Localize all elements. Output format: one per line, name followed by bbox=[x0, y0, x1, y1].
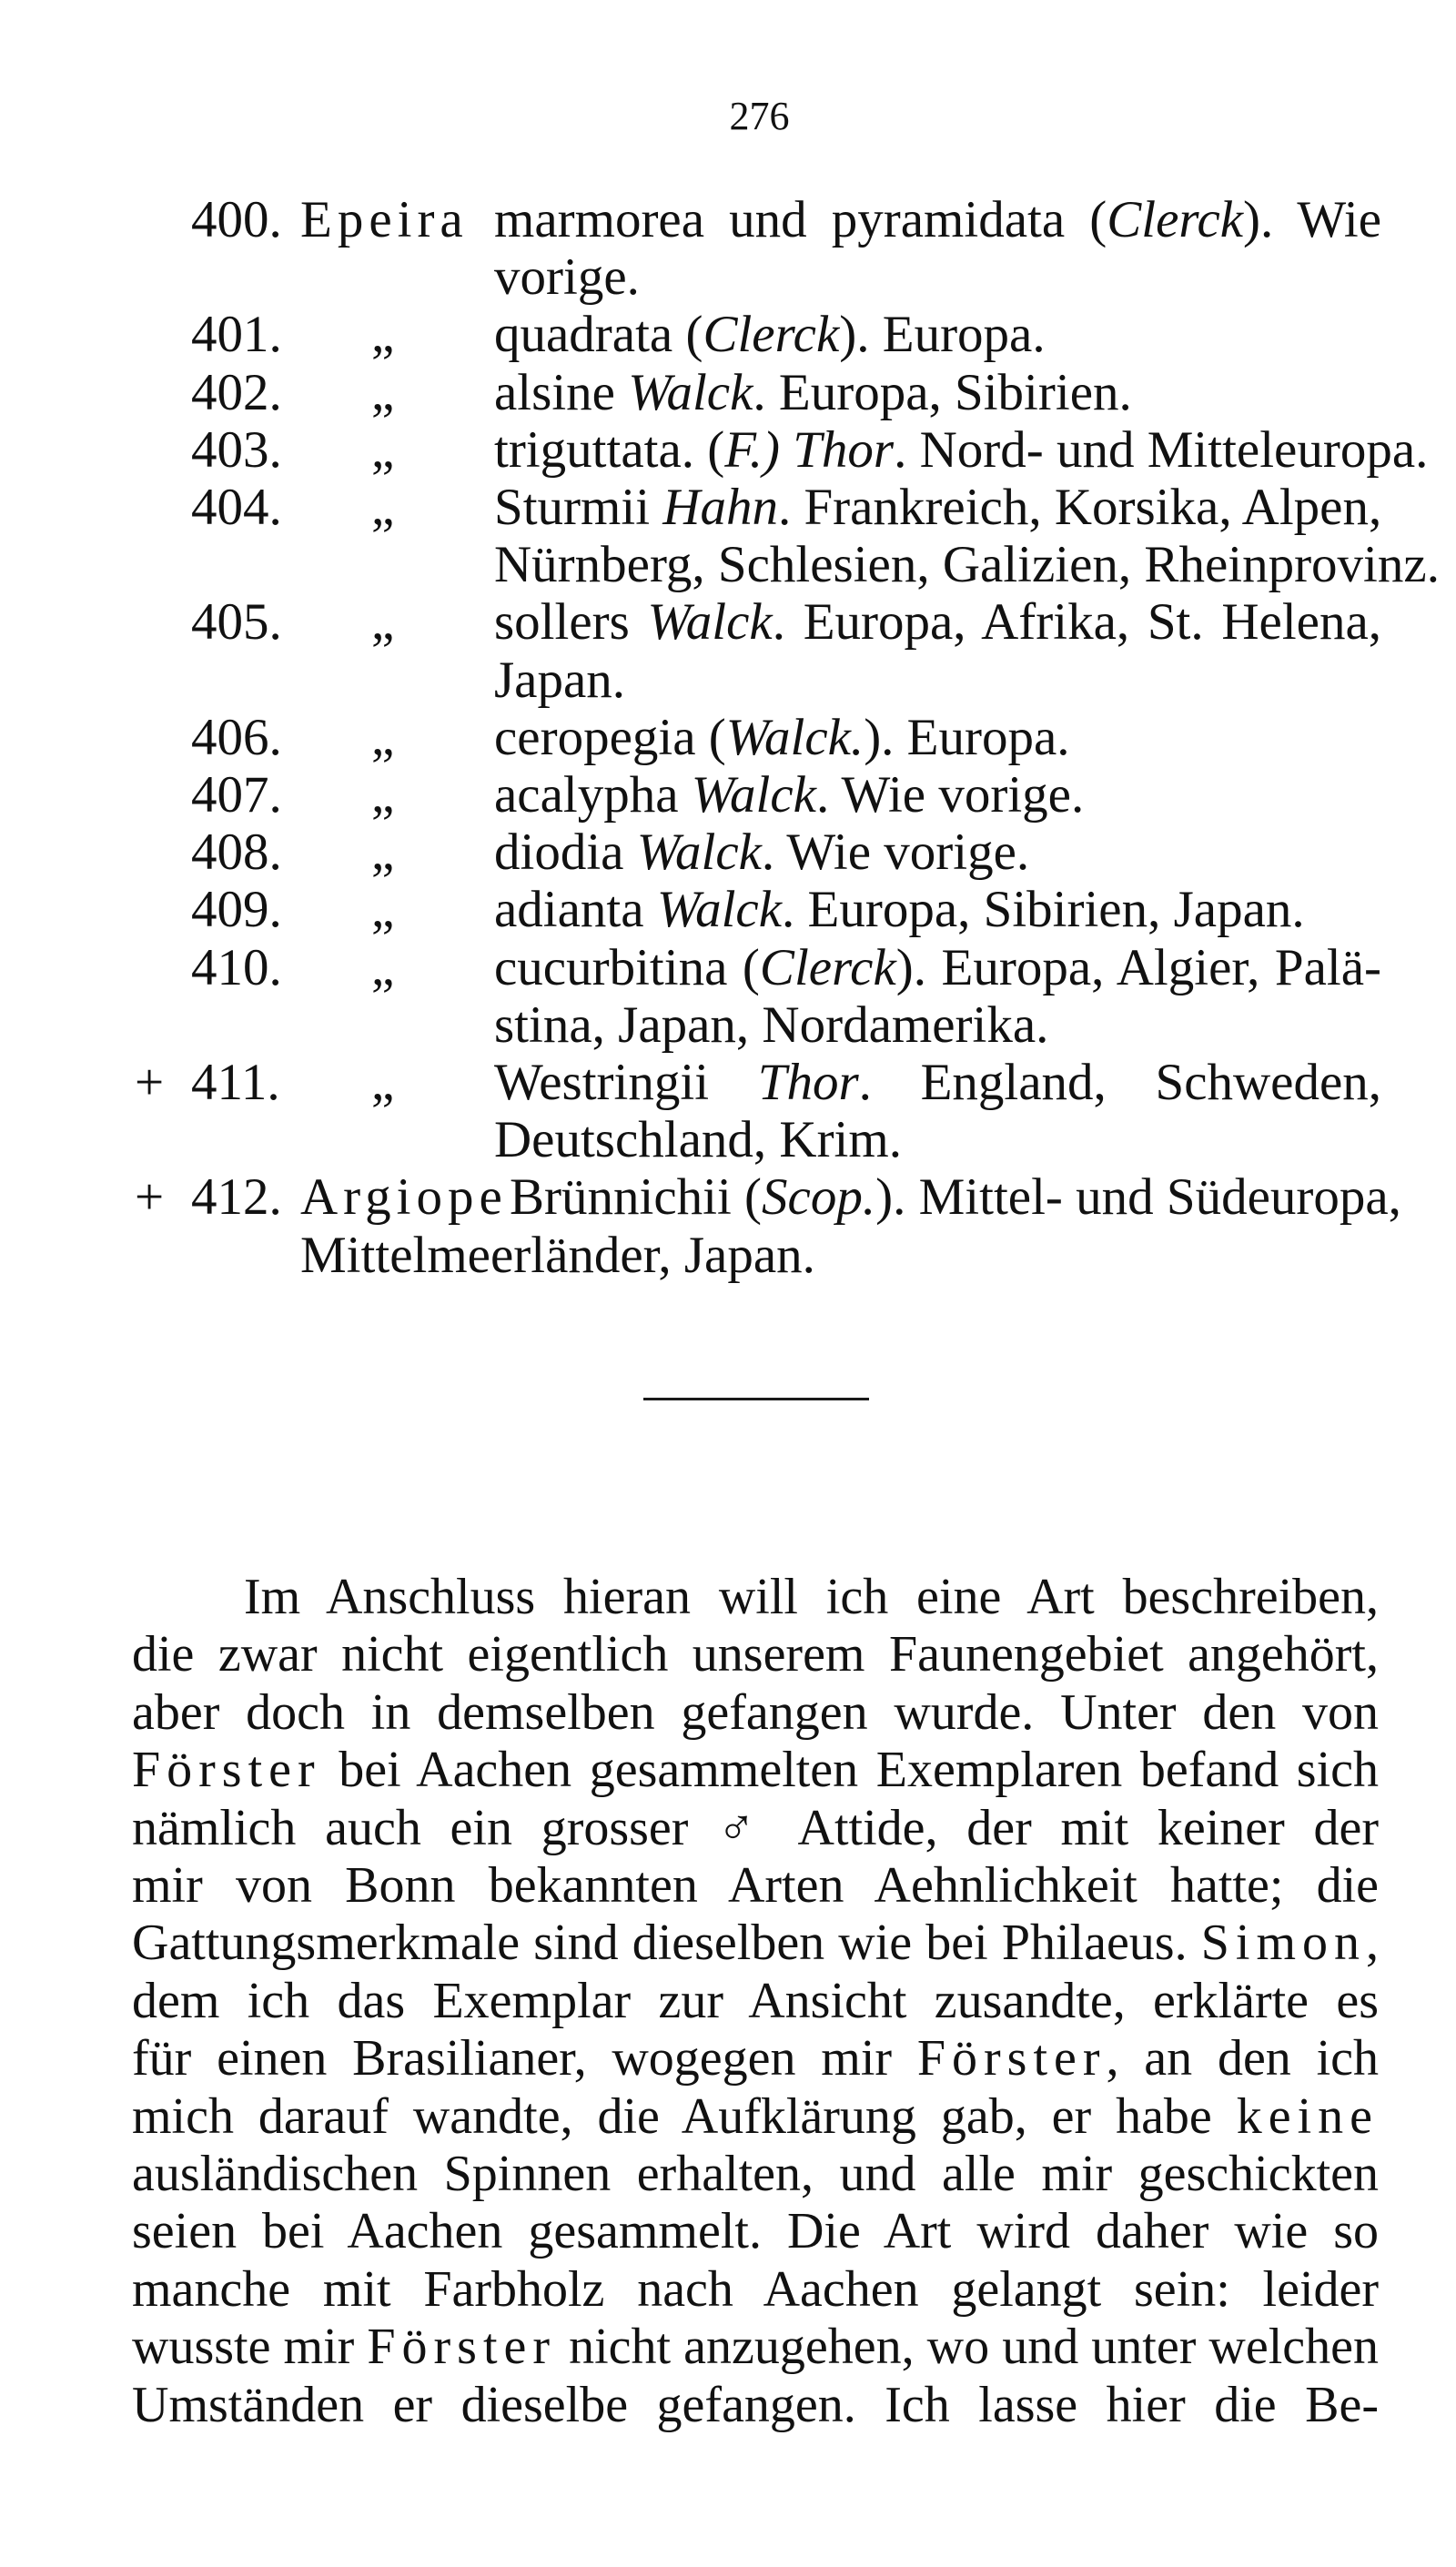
list-line bbox=[0, 593, 1456, 651]
species-number: 404. bbox=[191, 479, 282, 536]
author: Clerck bbox=[759, 938, 896, 996]
species-name: Westringii bbox=[494, 1054, 758, 1111]
species-description bbox=[494, 939, 1381, 996]
ditto-mark: „ bbox=[371, 1054, 395, 1111]
distribution-continued: vorige. bbox=[494, 248, 640, 307]
ditto-mark: „ bbox=[371, 708, 395, 766]
ditto-mark: „ bbox=[371, 420, 395, 479]
distribution: ). Mittel- und Südeuropa, bbox=[875, 1168, 1401, 1227]
ditto-mark: „ bbox=[371, 479, 395, 536]
list-line bbox=[0, 479, 1456, 536]
species-description bbox=[494, 191, 1381, 248]
species-number: 405. bbox=[191, 593, 282, 652]
species-description bbox=[494, 593, 1381, 651]
list-line bbox=[0, 996, 1456, 1054]
author: Thor bbox=[757, 1054, 859, 1111]
paragraph-line: die zwar nicht eigentlich unserem Faunengebiet angehört, bbox=[132, 1626, 1379, 1683]
list-line bbox=[0, 421, 1456, 479]
paragraph-line bbox=[132, 1742, 1379, 1799]
species-name: quadrata ( bbox=[494, 306, 703, 364]
text-segment: bei Aachen gesammelten Exemplaren befand sich bbox=[320, 1742, 1379, 1799]
species-name: diodia bbox=[494, 824, 637, 882]
list-line bbox=[0, 709, 1456, 766]
list-line bbox=[0, 824, 1456, 881]
list-line bbox=[0, 248, 1456, 306]
list-line bbox=[0, 536, 1456, 593]
species-name: adianta bbox=[494, 881, 657, 939]
species-description bbox=[494, 1054, 1381, 1111]
spaced-name: Förster bbox=[367, 2319, 557, 2376]
distribution: . England, Schweden, bbox=[858, 1054, 1382, 1111]
distribution: . Europa, Sibirien, Japan. bbox=[782, 881, 1305, 939]
paragraph-line: dem ich das Exemplar zur Ansicht zusandte, erklärte es bbox=[132, 1972, 1379, 2029]
genus-name: Argiope bbox=[300, 1168, 508, 1227]
spaced-name: Förster bbox=[132, 1742, 321, 1799]
ditto-mark: „ bbox=[371, 306, 395, 364]
author: Walck bbox=[647, 593, 773, 652]
species-name: triguttata. ( bbox=[494, 420, 725, 479]
species-number: 412. bbox=[191, 1168, 282, 1227]
ditto-mark: „ bbox=[371, 766, 395, 824]
species-name: alsine bbox=[494, 363, 629, 421]
species-name: Sturmii bbox=[494, 479, 663, 536]
distribution: . Wie vorige. bbox=[761, 824, 1030, 882]
author: Walck bbox=[628, 363, 753, 421]
species-description bbox=[494, 824, 1381, 881]
paragraph-line: Im Anschluss hieran will ich eine Art beschreiben, bbox=[244, 1569, 1379, 1625]
text-segment: Gattungsmerkmale sind dieselben wie bei Philaeus. bbox=[132, 1915, 1201, 1972]
author: Hahn bbox=[662, 479, 778, 536]
genus-name: Epeira bbox=[300, 191, 469, 248]
text-segment: wusste mir bbox=[132, 2319, 368, 2376]
author: Scop. bbox=[762, 1168, 876, 1227]
distribution: ). Europa, Algier, Palä- bbox=[895, 938, 1382, 996]
new-species-marker: + bbox=[135, 1168, 165, 1227]
text-segment: Attide, der mit keiner der bbox=[771, 1799, 1380, 1856]
paragraph-line bbox=[132, 2319, 1379, 2376]
distribution: . Wie vorige. bbox=[815, 766, 1085, 824]
list-line bbox=[0, 1054, 1456, 1111]
author: Walck bbox=[691, 766, 816, 824]
distribution: . Europa, Sibirien. bbox=[753, 363, 1132, 421]
distribution: ). Europa. bbox=[839, 306, 1046, 364]
paragraph-line: ausländischen Spinnen erhalten, und alle mir geschickten bbox=[132, 2146, 1379, 2202]
text-segment: nicht anzugehen, wo und unter welchen bbox=[556, 2319, 1379, 2376]
page-number: 276 bbox=[729, 94, 790, 138]
paragraph-line: Umständen er dieselbe gefangen. Ich lasse hier die Be- bbox=[132, 2376, 1379, 2433]
species-description bbox=[494, 306, 1381, 363]
species-name: acalypha bbox=[494, 766, 692, 824]
list-line bbox=[0, 306, 1456, 363]
author: F.) Thor bbox=[724, 420, 895, 479]
list-line bbox=[0, 766, 1456, 824]
species-description bbox=[494, 709, 1381, 766]
species-number: 407. bbox=[191, 766, 282, 824]
species-description bbox=[494, 479, 1381, 536]
text-segment: für einen Brasilianer, wogegen mir bbox=[132, 2030, 917, 2087]
ditto-mark: „ bbox=[371, 363, 395, 421]
paragraph-line: manche mit Farbholz nach Aachen gelangt sein: leider bbox=[132, 2260, 1379, 2318]
distribution: . Nord- und Mitteleuropa. bbox=[894, 420, 1429, 479]
paragraph-line bbox=[132, 2030, 1379, 2087]
paragraph-line: mir von Bonn bekannten Arten Aehnlichkeit hatte; die bbox=[132, 1857, 1379, 1914]
species-number: 411. bbox=[191, 1054, 280, 1111]
distribution-continued: stina, Japan, Nordamerika. bbox=[494, 995, 1049, 1054]
distribution: . Frankreich, Korsika, Alpen, bbox=[777, 479, 1382, 536]
list-line bbox=[0, 881, 1456, 938]
species-name: ceropegia ( bbox=[494, 708, 726, 766]
species-number: 410. bbox=[191, 938, 282, 996]
species-number: 402. bbox=[191, 363, 282, 421]
species-description bbox=[510, 1168, 1401, 1227]
text-segment: mich darauf wandte, die Aufklärung gab, er habe bbox=[132, 2087, 1237, 2145]
species-number: 403. bbox=[191, 420, 282, 479]
paragraph-line: aber doch in demselben gefangen wurde. Unter den von bbox=[132, 1683, 1379, 1741]
paragraph-line bbox=[132, 1800, 1379, 1857]
list-line bbox=[0, 652, 1456, 709]
species-number: 400. bbox=[191, 191, 282, 248]
spaced-name: Förster bbox=[916, 2030, 1107, 2087]
spaced-name: Simon bbox=[1200, 1915, 1366, 1972]
author: Clerck bbox=[1107, 191, 1244, 248]
list-line bbox=[0, 364, 1456, 421]
species-number: 401. bbox=[191, 306, 282, 364]
author: Clerck bbox=[703, 306, 840, 364]
species-number: 408. bbox=[191, 824, 282, 882]
spaced-name: keine bbox=[1236, 2087, 1379, 2145]
distribution-continued: Mittelmeerländer, Japan. bbox=[300, 1226, 815, 1284]
species-description bbox=[494, 766, 1381, 824]
paragraph-line bbox=[132, 2088, 1379, 2146]
list-line bbox=[0, 1168, 1456, 1226]
paragraph-line: seien bei Aachen gesammelt. Die Art wird daher wie so bbox=[132, 2203, 1379, 2260]
species-name: cucurbitina ( bbox=[494, 938, 760, 996]
species-description bbox=[494, 881, 1381, 938]
ditto-mark: „ bbox=[371, 938, 395, 996]
distribution: ). Wie bbox=[1243, 191, 1382, 248]
species-name: sollers bbox=[494, 593, 648, 652]
species-description bbox=[494, 420, 1429, 479]
distribution: ). Europa. bbox=[864, 708, 1070, 766]
distribution: . Europa, Afrika, St. Helena, bbox=[772, 593, 1381, 652]
text-segment: , bbox=[1366, 1915, 1379, 1972]
ditto-mark: „ bbox=[371, 593, 395, 652]
text-segment: , an den ich bbox=[1106, 2030, 1379, 2087]
list-line bbox=[0, 1111, 1456, 1168]
ditto-mark: „ bbox=[371, 824, 395, 882]
new-species-marker: + bbox=[135, 1054, 165, 1111]
distribution-continued: Deutschland, Krim. bbox=[494, 1111, 902, 1169]
ditto-mark: „ bbox=[371, 881, 395, 939]
list-line bbox=[0, 191, 1456, 248]
section-divider bbox=[643, 1398, 869, 1400]
species-name: Brünnichii ( bbox=[510, 1168, 763, 1227]
species-name: marmorea und pyramidata ( bbox=[494, 191, 1107, 248]
author: Walck. bbox=[725, 708, 864, 766]
text-segment: nämlich auch ein grosser bbox=[132, 1799, 718, 1856]
species-description bbox=[494, 364, 1381, 421]
distribution-continued: Nürnberg, Schlesien, Galizien, Rheinprovinz. bbox=[494, 536, 1440, 594]
male-symbol-icon: ♂ bbox=[717, 1799, 772, 1856]
species-number: 406. bbox=[191, 708, 282, 766]
author: Walck bbox=[656, 881, 783, 939]
distribution-continued: Japan. bbox=[494, 651, 626, 709]
list-line bbox=[0, 939, 1456, 996]
paragraph-line bbox=[132, 1915, 1379, 1972]
author: Walck bbox=[636, 824, 762, 882]
species-number: 409. bbox=[191, 881, 282, 939]
list-line bbox=[0, 1227, 1456, 1284]
